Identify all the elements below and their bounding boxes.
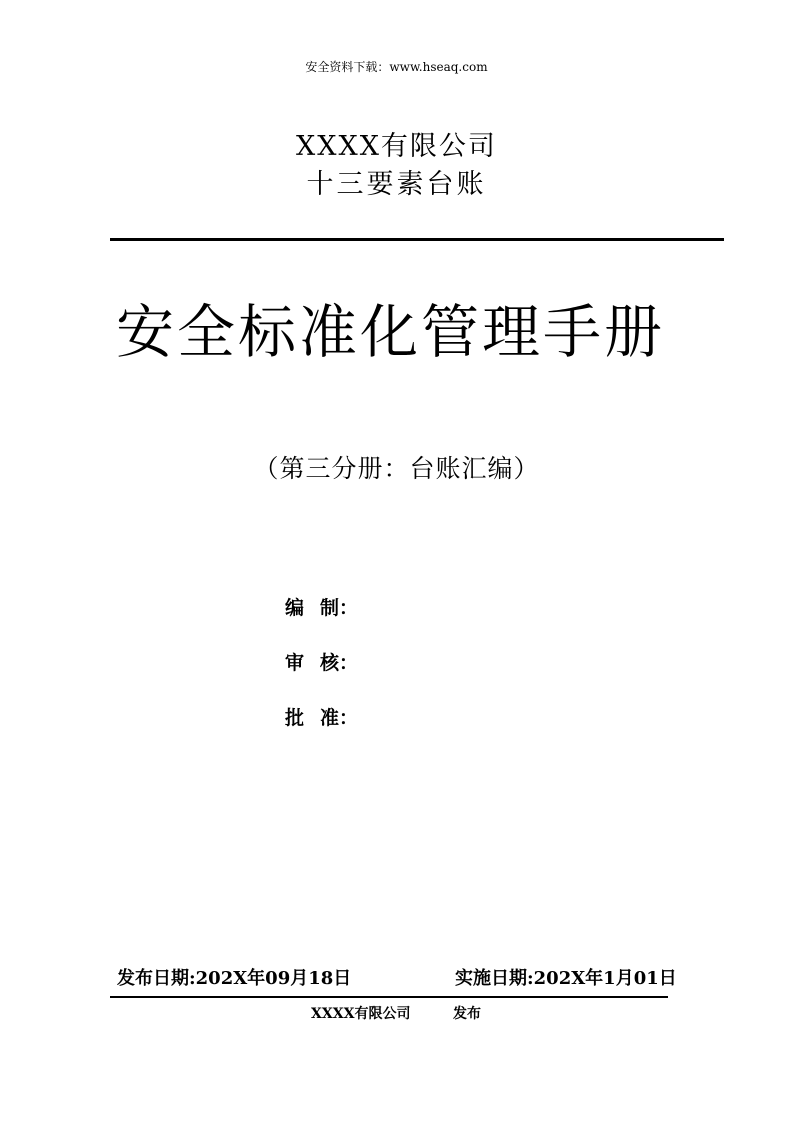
release-date: 发布日期:202X年09月18日 [117, 968, 352, 989]
approved-by-line [285, 705, 358, 731]
reviewed-by-label-b: 核： [320, 652, 359, 674]
prepared-by-line [285, 595, 358, 621]
ledger-title: 十三要素台账 [306, 169, 487, 200]
approved-by-label-a: 批 [285, 707, 305, 729]
volume-subtitle: （第三分册：台账汇编） [253, 454, 540, 483]
approved-by-label-b: 准： [320, 707, 359, 729]
issuer-name: XXXX有限公司 [311, 1006, 411, 1022]
issue-action: 发布 [453, 1006, 481, 1022]
company-name: XXXX有限公司 [296, 131, 497, 162]
reviewed-by-line [285, 650, 358, 676]
top-divider [110, 238, 724, 241]
prepared-by-label-a: 编 [285, 597, 305, 619]
bottom-divider [110, 996, 668, 998]
prepared-by-label-b: 制： [320, 597, 359, 619]
reviewed-by-label-a: 审 [285, 652, 305, 674]
download-note: 安全资料下载：www.hseaq.com [305, 60, 488, 74]
effective-date: 实施日期:202X年1月01日 [455, 968, 677, 989]
manual-title: 安全标准化管理手册 [116, 298, 666, 366]
